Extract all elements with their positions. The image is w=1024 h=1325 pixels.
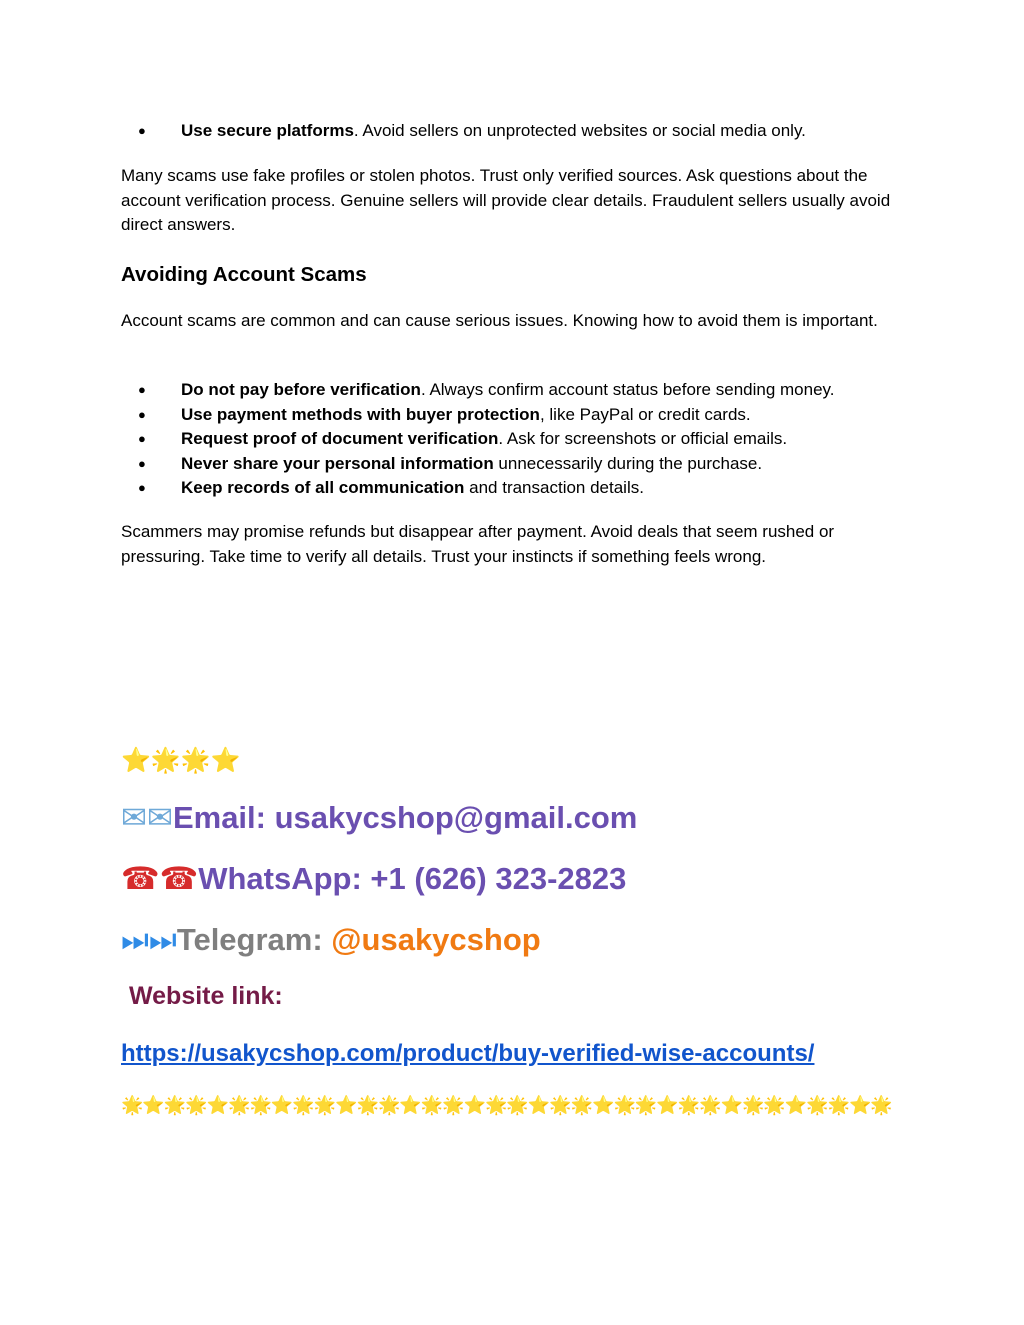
- list-item-text: unnecessarily during the purchase.: [493, 453, 763, 473]
- bullet-icon: ●: [138, 406, 146, 422]
- list-item: [121, 452, 835, 477]
- list-item-text: and transaction details.: [464, 478, 644, 497]
- whatsapp-text[interactable]: WhatsApp: +1 (626) 323-2823: [198, 861, 627, 896]
- list-item-bold: Use secure platforms: [181, 121, 354, 140]
- bullet-list-top: [121, 119, 806, 144]
- fast-forward-icon: ⏭⏭: [121, 922, 177, 957]
- paragraph-intro: Account scams are common and can cause serious issues. Knowing how to avoid them is important.: [121, 311, 878, 330]
- bullet-icon: ●: [138, 382, 146, 397]
- email-contact[interactable]: [121, 798, 637, 838]
- paragraph-fake-profiles: Many scams use fake profiles or stolen photos. Trust only verified sources. Ask questions about the account verification process. Genuine sellers will provide clear details. Fraudulent sellers usually avoid direct answers.: [121, 166, 891, 234]
- list-item-text: . Ask for screenshots or official emails.: [498, 429, 788, 448]
- bullet-icon: ●: [138, 431, 146, 446]
- list-item-bold: Keep records of all communication: [181, 478, 465, 497]
- email-text[interactable]: Email: usakycshop@gmail.com: [172, 800, 638, 835]
- list-item-text: . Avoid sellers on unprotected websites or social media only.: [353, 121, 806, 140]
- list-item: [121, 403, 835, 428]
- list-item-bold: Use payment methods with buyer protection: [181, 404, 540, 424]
- paragraph-scammers: Scammers may promise refunds but disappear after payment. Avoid deals that seem rushed or pressuring. Take time to verify all details. Trust your instincts if something feels wrong.: [121, 522, 835, 566]
- list-item-bold: Request proof of document verification: [181, 429, 499, 448]
- list-item: [121, 119, 806, 144]
- list-item-text: , like PayPal or credit cards.: [539, 404, 751, 424]
- star-divider-icon: 🌟⭐🌟🌟⭐🌟🌟⭐🌟🌟⭐🌟🌟⭐🌟🌟⭐🌟🌟⭐🌟🌟⭐🌟🌟⭐🌟🌟⭐🌟🌟⭐🌟🌟⭐🌟: [121, 1095, 892, 1115]
- list-item: [121, 476, 835, 501]
- list-item: [121, 378, 835, 403]
- bullet-icon: ●: [138, 123, 146, 138]
- list-item-text: . Always confirm account status before sending money.: [420, 380, 835, 399]
- telegram-label: Telegram:: [176, 922, 332, 957]
- telegram-contact[interactable]: [121, 920, 541, 960]
- website-label: Website link:: [129, 982, 283, 1010]
- list-item-bold: Do not pay before verification: [181, 380, 421, 399]
- envelope-icon: ✉✉: [121, 800, 173, 835]
- whatsapp-contact[interactable]: [121, 859, 626, 899]
- section-heading: Avoiding Account Scams: [121, 263, 367, 286]
- list-item-bold: Never share your personal information: [181, 453, 494, 473]
- bullet-list-scams: [121, 378, 835, 501]
- telegram-handle[interactable]: @usakycshop: [331, 922, 541, 957]
- star-decoration-icon: ⭐🌟🌟⭐: [121, 747, 241, 774]
- website-link[interactable]: https://usakycshop.com/product/buy-verified-wise-accounts/: [121, 1040, 815, 1067]
- list-item: [121, 427, 835, 452]
- bullet-icon: ●: [138, 480, 146, 495]
- bullet-icon: ●: [138, 455, 146, 471]
- telephone-icon: ☎☎: [121, 861, 199, 896]
